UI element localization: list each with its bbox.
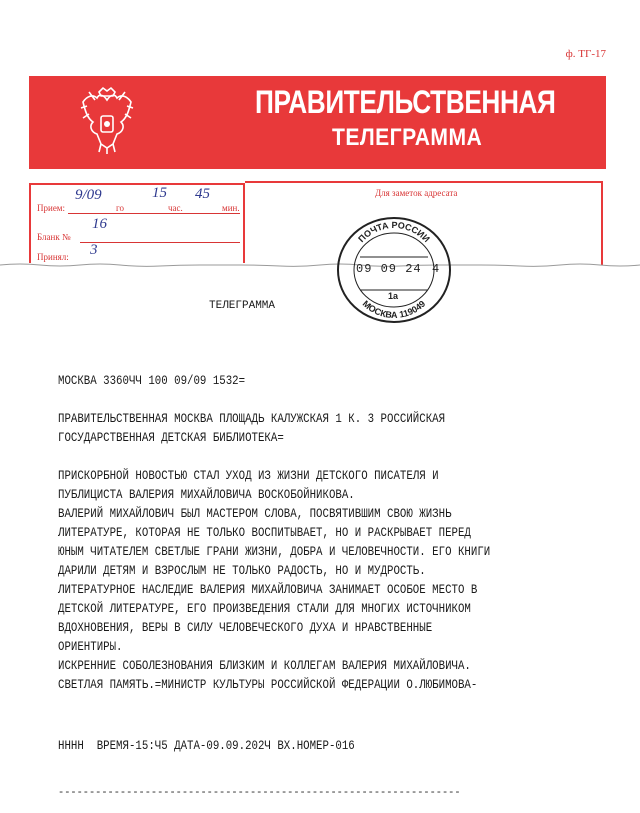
notes-label: Для заметок адресата (375, 188, 458, 198)
blank-line (80, 242, 240, 243)
stamp-bottom-text: МОСКВА 119049 (360, 298, 428, 321)
telegram-line: ИСКРЕННИЕ СОБОЛЕЗНОВАНИЯ БЛИЗКИМ И КОЛЛЕГАМ ВАЛЕРИЯ МИХАЙЛОВИЧА. (58, 659, 471, 673)
received-hour: 15 (152, 185, 167, 201)
telegram-line (58, 448, 540, 467)
minute-label: мин. (222, 203, 240, 213)
registration-box (29, 183, 244, 263)
telegram-line: ВДОХНОВЕНИЯ, ВЕРЫ В СИЛУ ЧЕЛОВЕЧЕСКОГО ДУХА И НРАВСТВЕННЫЕ (58, 621, 433, 635)
telegram-line: ВАЛЕРИЙ МИХАЙЛОВИЧ БЫЛ МАСТЕРОМ СЛОВА, ПОСВЯТИВШИМ СВОЮ ЖИЗНЬ (58, 507, 452, 521)
telegram-line: ЛИТЕРАТУРНОЕ НАСЛЕДИЕ ВАЛЕРИЯ МИХАЙЛОВИЧА ЗАНИМАЕТ ОСОБОЕ МЕСТО В (58, 583, 478, 597)
torn-edge (0, 262, 640, 268)
accepted-value: 3 (90, 242, 98, 258)
received-minute: 45 (195, 186, 210, 202)
telegram-line: ПУБЛИЦИСТА ВАЛЕРИЯ МИХАЙЛОВИЧА ВОСКОБОЙНИКОВА. (58, 488, 355, 502)
bottom-dashed-line: ----------------------------------------------------------------- (58, 785, 461, 799)
telegram-line: ДЕТСКОЙ ЛИТЕРАТУРЕ, ЕГО ПРОИЗВЕДЕНИЯ СТАЛИ ДЛЯ МНОГИХ ИСТОЧНИКОМ (58, 602, 471, 616)
stamp-date: 09 09 24 (356, 262, 422, 276)
telegram-footer: НННН ВРЕМЯ-15:Ч5 ДАТА-09.09.202Ч ВХ.НОМЕР-016 (58, 739, 355, 753)
stamp-office: 1а (388, 291, 399, 301)
telegram-line: ПРАВИТЕЛЬСТВЕННАЯ МОСКВА ПЛОЩАДЬ КАЛУЖСКАЯ 1 К. 3 РОССИЙСКАЯ (58, 412, 446, 426)
banner-title: ПРАВИТЕЛЬСТВЕННАЯ (255, 84, 556, 120)
blank-label: Бланк № (37, 232, 71, 242)
hour-label: час. (168, 203, 183, 213)
telegram-line: ЮНЫМ ЧИТАТЕЛЕМ СВЕТЛЫЕ ГРАНИ ЖИЗНИ, ДОБРА И ЧЕЛОВЕЧНОСТИ. ЕГО КНИГИ (58, 545, 491, 559)
banner-subtitle: ТЕЛЕГРАММА (332, 124, 483, 151)
telegram-line: ГОСУДАРСТВЕННАЯ ДЕТСКАЯ БИБЛИОТЕКА= (58, 431, 284, 445)
telegram-line (58, 391, 540, 410)
telegram-body (58, 372, 618, 695)
telegram-line: СВЕТЛАЯ ПАМЯТЬ.=МИНИСТР КУЛЬТУРЫ РОССИЙСКОЙ ФЕДЕРАЦИИ О.ЛЮБИМОВА- (58, 678, 478, 692)
telegram-line: ОРИЕНТИРЫ. (58, 640, 123, 654)
telegram-line: ПРИСКОРБНОЙ НОВОСТЬЮ СТАЛ УХОД ИЗ ЖИЗНИ ДЕТСКОГО ПИСАТЕЛЯ И (58, 469, 439, 483)
received-line (68, 213, 240, 214)
telegram-line: ДАРИЛИ ДЕТЯМ И ВЗРОСЛЫМ НЕ ТОЛЬКО РАДОСТЬ, НО И МУДРОСТЬ. (58, 564, 426, 578)
received-label: Прием: (37, 203, 66, 213)
stamp-extra: 4 (432, 262, 441, 276)
form-code: ф. ТГ-17 (565, 48, 606, 60)
received-day: 9/09 (75, 187, 102, 203)
coat-of-arms-icon (77, 86, 137, 156)
telegram-line: МОСКВА 3360ЧЧ 100 09/09 1532= (58, 374, 246, 388)
telegram-heading: ТЕЛЕГРАММА (209, 300, 276, 312)
accepted-label: Принял: (37, 252, 69, 262)
stamp-top-text: ПОЧТА РОССИИ (356, 219, 432, 245)
telegram-line: ЛИТЕРАТУРЕ, КОТОРАЯ НЕ ТОЛЬКО ВОСПИТЫВАЕТ, НО И РАСКРЫВАЕТ ПЕРЕД (58, 526, 471, 540)
blank-number: 16 (92, 216, 107, 232)
header-banner (29, 76, 606, 169)
day-suffix: го (116, 203, 124, 213)
